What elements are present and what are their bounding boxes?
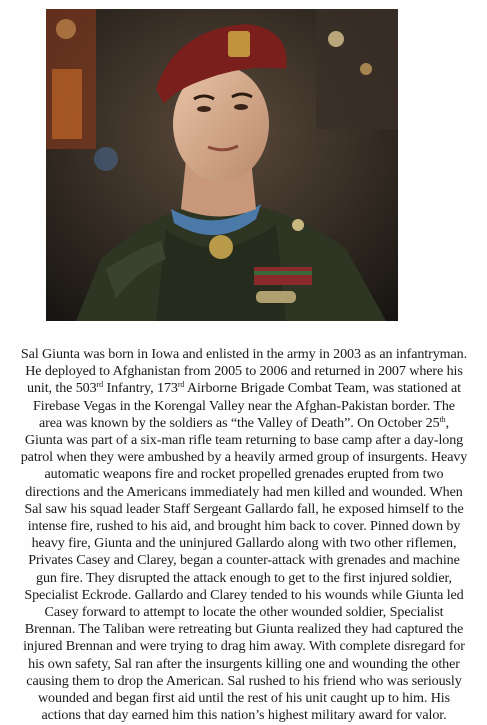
bio-line: directions and the Americans immediately had men killed and wounded. When — [25, 483, 463, 500]
bio-line: causing them to drop the American. Sal rushed to his friend who was seriously — [26, 672, 462, 689]
bio-fragment: area was known by the soldiers as “the Valley of Death”. On October 25 — [38, 414, 440, 431]
bio-fragment: , — [445, 414, 450, 431]
portrait-photo — [46, 9, 398, 321]
bio-line: Sal saw his squad leader Staff Sergeant Gallardo fall, he exposed himself to the — [24, 500, 464, 517]
bio-line: Casey forward to attempt to locate the other wounded soldier, Specialist — [44, 604, 444, 621]
bio-line: Firebase Vegas in the Korengal Valley near the Afghan-Pakistan border. The — [33, 397, 455, 414]
superscript: th — [439, 414, 446, 424]
bio-line: patrol when they were ambushed by a heavily armed group of insurgents. Heavy — [20, 449, 468, 466]
bio-line: injured Brennan and were trying to drag him away. With complete disregard for — [23, 638, 465, 655]
bio-line — [8, 415, 480, 432]
bio-line: He deployed to Afghanistan from 2005 to 2006 and returned in 2007 where his — [25, 363, 463, 380]
bio-fragment: Airborne Brigade Combat Team, was stationed at — [184, 380, 461, 397]
bio-line — [8, 380, 480, 397]
bio-line: Specialist Eckrode. Gallardo and Clarey tended to his wounds while Giunta led — [24, 586, 464, 603]
bio-line: Privates Casey and Clarey, began a counter-attack with grenades and machine — [28, 552, 460, 569]
bio-line: automatic weapons fire and rocket propelled grenades erupted from two — [44, 466, 444, 483]
bio-line: gun fire. They disrupted the attack enough to get to the first injured soldier, — [36, 569, 452, 586]
biography-text — [8, 346, 480, 724]
superscript: rd — [96, 380, 104, 390]
bio-line: actions that day earned him this nation’s highest military award for valor. — [41, 707, 447, 724]
bio-line: intense fire, rushed to his aid, and brought him back to cover. Pinned down by — [27, 518, 461, 535]
bio-line: wounded and began first aid until the rest of his unit caught up to him. His — [37, 690, 450, 707]
bio-line: Brennan. The Taliban were retreating but Giunta realized they had captured the — [24, 621, 464, 638]
soldier-portrait-illustration — [46, 9, 398, 321]
bio-line: heavy fire, Giunta and the uninjured Gallardo along with two other riflemen, — [31, 535, 457, 552]
bio-line: Giunta was part of a six-man rifle team returning to base camp after a day-long — [24, 432, 464, 449]
superscript: rd — [177, 380, 185, 390]
bio-fragment: unit, the 503 — [27, 380, 97, 397]
bio-fragment: Infantry, 173 — [103, 380, 178, 397]
bio-line: Sal Giunta was born in Iowa and enlisted in the army in 2003 as an infantryman. — [20, 346, 468, 362]
bio-line: his own safety, Sal ran after the insurgents killing one and wounding the other — [28, 655, 460, 672]
